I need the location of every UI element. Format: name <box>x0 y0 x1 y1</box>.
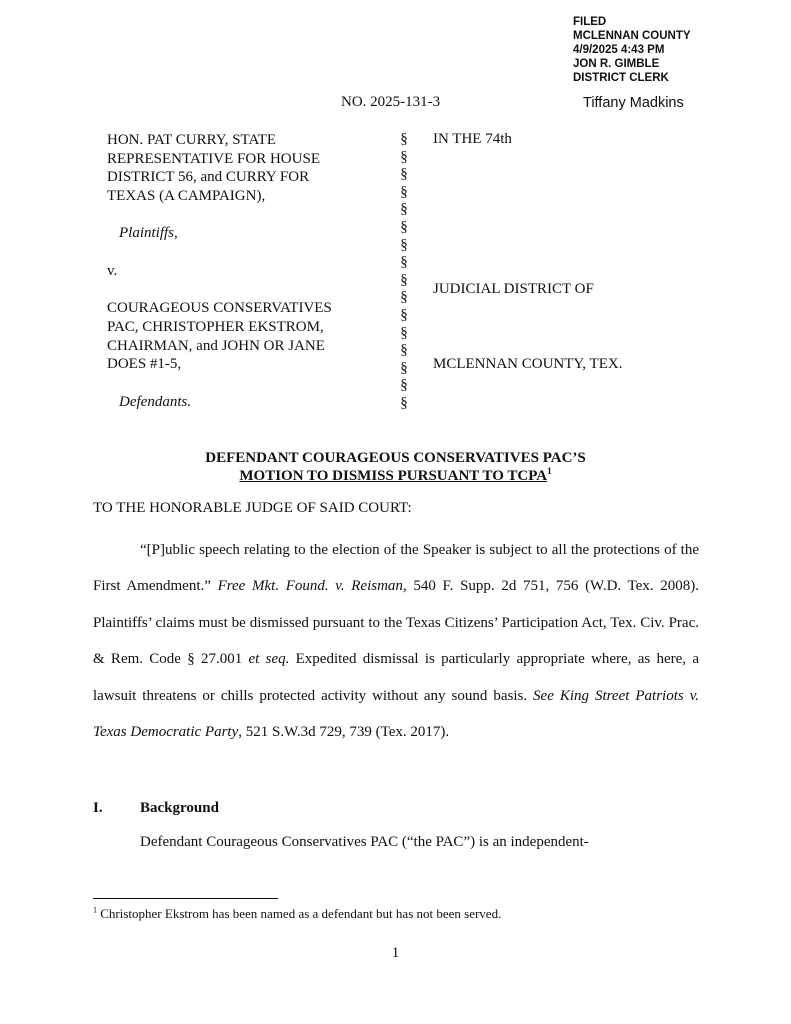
section-symbol-column <box>397 131 411 413</box>
case-citation: Free Mkt. Found. v. Reisman <box>217 578 403 595</box>
body-paragraph-2: Defendant Courageous Conservatives PAC (“the PAC”) is an independent- <box>140 834 589 850</box>
footnote <box>93 906 501 922</box>
deputy-clerk-name: Tiffany Madkins <box>583 95 684 111</box>
stamp-filed: FILED <box>573 16 607 28</box>
section-symbol: § <box>400 148 408 165</box>
footnote-text: Christopher Ekstrom has been named as a defendant but has not been served. <box>97 906 502 921</box>
cause-number: NO. 2025-131-3 <box>341 94 441 110</box>
plaintiff-line: DISTRICT 56, and CURRY FOR <box>107 169 310 186</box>
text-run: Expedited dismissal is particularly appropriate where, as here, a lawsuit threatens or chills protected activity without any sound basis. <box>93 651 699 704</box>
court-line-2: JUDICIAL DISTRICT OF <box>433 281 594 297</box>
filing-stamp <box>573 15 691 85</box>
text-run: , 540 F. Supp. 2d 751, 756 (W.D. Tex. 2008). Plaintiffs’ claims must be dismissed pursuant to the Texas Citizens’ Participation Act, Tex. Civ. Prac. & Rem. Code § 27.001 <box>93 578 699 668</box>
footnote-marker: 1 <box>93 905 97 915</box>
defendant-line: COURAGEOUS CONSERVATIVES <box>107 300 332 317</box>
section-number: I. <box>93 800 103 816</box>
footnote-reference: 1 <box>547 466 552 476</box>
defendant-line: DOES #1-5, <box>107 356 182 373</box>
title-line-1: DEFENDANT COURAGEOUS CONSERVATIVES PAC’S <box>205 450 586 466</box>
section-symbol: § <box>400 289 408 306</box>
section-symbol: § <box>400 377 408 394</box>
court-line-3: MCLENNAN COUNTY, TEX. <box>433 356 623 372</box>
salutation: TO THE HONORABLE JUDGE OF SAID COURT: <box>93 500 412 516</box>
stamp-office: DISTRICT CLERK <box>573 72 669 84</box>
case-citation: See King Street Patriots v. Texas Democratic Party <box>93 687 699 741</box>
plaintiff-line: HON. PAT CURRY, STATE <box>107 132 276 148</box>
section-symbol: § <box>400 324 408 341</box>
page-number: 1 <box>391 945 400 961</box>
section-symbol: § <box>400 166 408 183</box>
text-run: , 521 S.W.3d 729, 739 (Tex. 2017). <box>238 724 450 741</box>
motion-title <box>0 449 791 485</box>
stamp-datetime: 4/9/2025 4:43 PM <box>573 44 665 56</box>
section-symbol: § <box>400 236 408 253</box>
caption-parties <box>107 131 387 411</box>
plaintiff-line: REPRESENTATIVE FOR HOUSE <box>107 150 320 167</box>
et-seq: et seq. <box>248 651 290 668</box>
defendant-line: PAC, CHRISTOPHER EKSTROM, <box>107 318 324 335</box>
section-symbol: § <box>400 306 408 323</box>
plaintiffs-label: Plaintiffs, <box>119 225 178 242</box>
footnote-divider <box>93 898 278 899</box>
stamp-clerk: JON R. GIMBLE <box>573 58 660 70</box>
body-paragraph-1 <box>93 532 699 750</box>
section-symbol: § <box>400 131 408 147</box>
defendants-label: Defendants. <box>119 393 192 410</box>
section-title: Background <box>140 800 219 816</box>
section-heading <box>93 800 219 817</box>
defendant-line: CHAIRMAN, and JOHN OR JANE <box>107 337 325 354</box>
section-symbol: § <box>400 254 408 271</box>
section-symbol: § <box>400 201 408 218</box>
section-symbol: § <box>400 394 408 411</box>
section-symbol: § <box>400 359 408 376</box>
section-symbol: § <box>400 183 408 200</box>
title-line-2: MOTION TO DISMISS PURSUANT TO TCPA <box>239 468 548 484</box>
text-run: “[P]ublic speech relating to the election of the Speaker is subject to all the protections of the First Amendment.” <box>93 542 699 595</box>
plaintiff-line: TEXAS (A CAMPAIGN), <box>107 188 266 205</box>
section-symbol: § <box>400 218 408 235</box>
section-symbol: § <box>400 271 408 288</box>
versus: v. <box>107 262 118 279</box>
stamp-county: MCLENNAN COUNTY <box>573 30 691 42</box>
court-line-1: IN THE 74th <box>433 131 512 147</box>
section-symbol: § <box>400 342 408 359</box>
